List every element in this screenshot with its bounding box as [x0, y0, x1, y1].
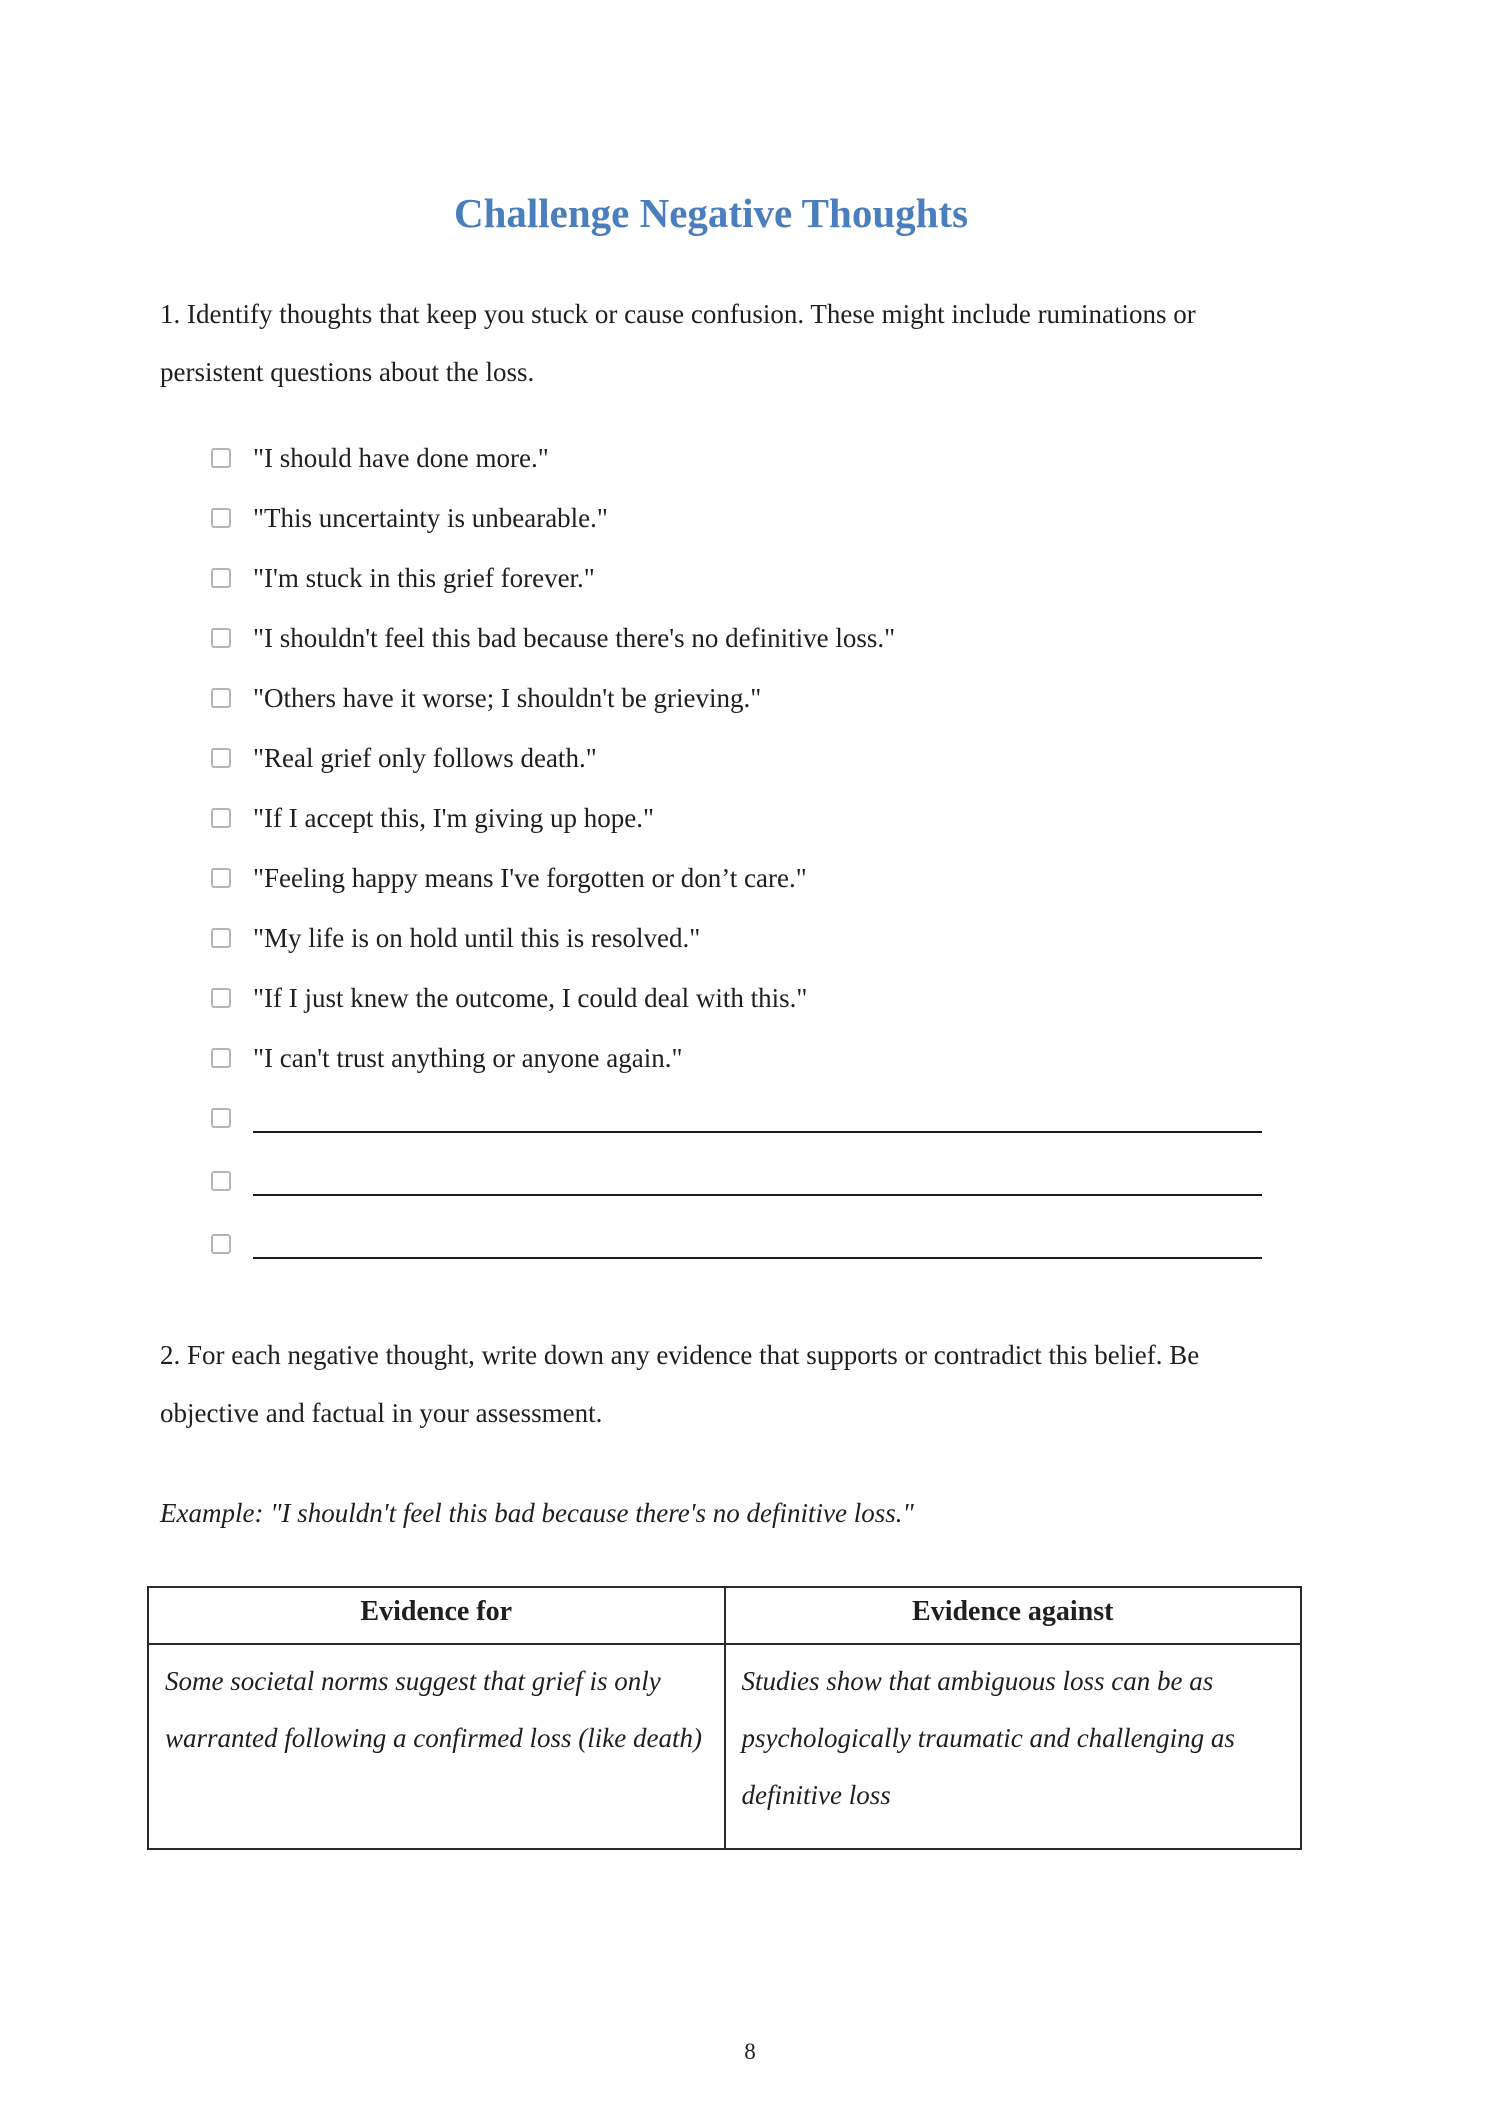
list-item — [160, 969, 1262, 1029]
list-item-label: "I should have done more." — [253, 443, 549, 474]
list-item — [160, 549, 1262, 609]
checkbox[interactable] — [211, 508, 231, 528]
cell-evidence-for: Some societal norms suggest that grief is only warranted following a confirmed loss (like death) — [148, 1644, 725, 1848]
section1-intro: 1. Identify thoughts that keep you stuck or cause confusion. These might include ruminations or persistent questions about the loss. — [160, 299, 1196, 388]
write-in-line[interactable] — [253, 1215, 1262, 1259]
section2-intro: 2. For each negative thought, write down any evidence that supports or contradict this belief. Be objective and factual in your assessment. — [160, 1340, 1200, 1429]
list-item-label: "This uncertainty is unbearable." — [253, 503, 608, 534]
list-item-label: "If I just knew the outcome, I could deal with this." — [253, 983, 808, 1014]
checkbox[interactable] — [211, 448, 231, 468]
list-item — [160, 729, 1262, 789]
column-header-evidence-against: Evidence against — [725, 1587, 1302, 1644]
checkbox[interactable] — [211, 1234, 231, 1254]
list-item-label: "I'm stuck in this grief forever." — [253, 563, 595, 594]
evidence-table — [147, 1586, 1302, 1849]
checkbox[interactable] — [211, 568, 231, 588]
list-item-label: "I can't trust anything or anyone again." — [253, 1043, 683, 1074]
list-item — [160, 1029, 1262, 1089]
negative-thoughts-checklist — [160, 429, 1262, 1089]
page-title: Challenge Negative Thoughts — [453, 190, 969, 236]
list-item-label: "Real grief only follows death." — [253, 743, 597, 774]
table-header-row — [148, 1587, 1301, 1644]
list-item-label: "If I accept this, I'm giving up hope." — [253, 803, 655, 834]
page-number: 8 — [744, 2039, 756, 2064]
list-item — [160, 429, 1262, 489]
checkbox[interactable] — [211, 748, 231, 768]
blank-thought-row — [160, 1152, 1262, 1215]
checkbox[interactable] — [211, 1048, 231, 1068]
list-item — [160, 909, 1262, 969]
checkbox[interactable] — [211, 688, 231, 708]
list-item — [160, 609, 1262, 669]
checkbox[interactable] — [211, 628, 231, 648]
list-item — [160, 669, 1262, 729]
example-text: Example: "I shouldn't feel this bad because there's no definitive loss." — [160, 1498, 914, 1529]
checkbox[interactable] — [211, 988, 231, 1008]
list-item-label: "Feeling happy means I've forgotten or don’t care." — [253, 863, 807, 894]
blank-thought-row — [160, 1089, 1262, 1152]
checkbox[interactable] — [211, 868, 231, 888]
checkbox[interactable] — [211, 1108, 231, 1128]
blank-thought-row — [160, 1215, 1262, 1278]
checkbox[interactable] — [211, 808, 231, 828]
list-item-label: "Others have it worse; I shouldn't be grieving." — [253, 683, 762, 714]
table-row — [148, 1644, 1301, 1848]
list-item-label: "My life is on hold until this is resolved." — [253, 923, 701, 954]
list-item — [160, 489, 1262, 549]
column-header-evidence-for: Evidence for — [148, 1587, 725, 1644]
write-in-line[interactable] — [253, 1089, 1262, 1133]
list-item — [160, 789, 1262, 849]
list-item-label: "I shouldn't feel this bad because there's no definitive loss." — [253, 623, 896, 654]
write-in-line[interactable] — [253, 1152, 1262, 1196]
cell-evidence-against: Studies show that ambiguous loss can be as psychologically traumatic and challenging as definitive loss — [725, 1644, 1302, 1848]
list-item — [160, 849, 1262, 909]
checkbox[interactable] — [211, 928, 231, 948]
checkbox[interactable] — [211, 1171, 231, 1191]
